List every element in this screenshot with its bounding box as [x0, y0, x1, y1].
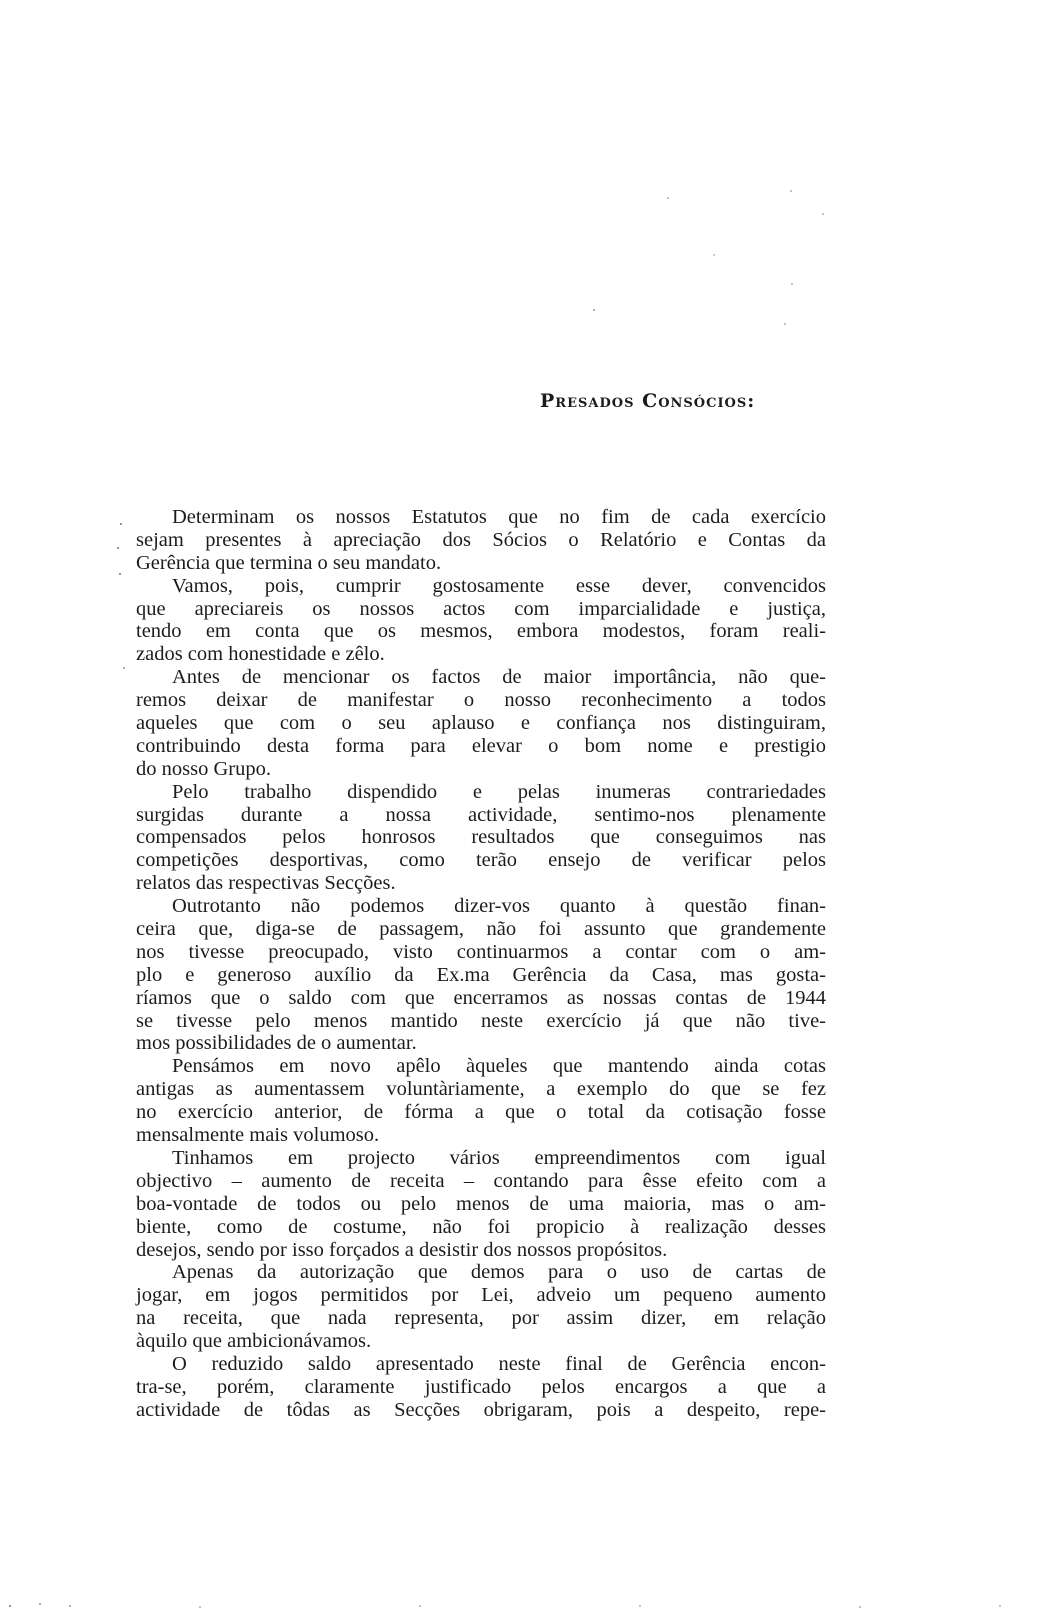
- text-line: no exercício anterior, de fórma a que o total da cotisação fosse: [136, 1101, 826, 1124]
- text-line: actividade de tôdas as Secções obrigaram, pois a despeito, repe-: [136, 1398, 826, 1421]
- text-line: do nosso Grupo.: [136, 757, 271, 780]
- text-line: jogar, em jogos permitidos por Lei, adveio um pequeno aumento: [136, 1284, 826, 1307]
- text-line: remos deixar de manifestar o nosso reconhecimento a todos: [136, 689, 826, 712]
- text-line: surgidas durante a nossa actividade, sentimo-nos plenamente: [136, 803, 826, 826]
- text-line: relatos das respectivas Secções.: [136, 872, 396, 895]
- text-line: que apreciareis os nossos actos com imparcialidade e justiça,: [136, 597, 826, 620]
- text-line: aqueles que com o seu aplauso e confiança nos distinguiram,: [136, 712, 826, 735]
- text-line: tra-se, porém, claramente justificado pelos encargos a que a: [136, 1375, 826, 1398]
- text-line: desejos, sendo por isso forçados a desistir dos nossos propósitos.: [136, 1238, 668, 1261]
- text-line: boa-vontade de todos ou pelo menos de uma maioria, mas o am-: [136, 1192, 826, 1215]
- text-line: Antes de mencionar os factos de maior importância, não que-: [172, 666, 826, 689]
- text-line: mos possibilidades de o aumentar.: [136, 1032, 417, 1055]
- text-line: se tivesse pelo menos mantido neste exercício já que não tive-: [136, 1009, 826, 1032]
- text-line: objectivo – aumento de receita – contando para êsse efeito com a: [136, 1169, 826, 1192]
- text-line: na receita, que nada representa, por assim dizer, em relação: [136, 1307, 826, 1330]
- text-line: O reduzido saldo apresentado neste final de Gerência encon-: [172, 1352, 826, 1375]
- text-line: Pensámos em novo apêlo àqueles que mantendo ainda cotas: [172, 1055, 826, 1078]
- text-line: Outrotanto não podemos dizer-vos quanto à questão finan-: [172, 895, 826, 918]
- text-line: nos tivesse preocupado, visto continuarmos a contar com o am-: [136, 940, 826, 963]
- text-line: ceira que, diga-se de passagem, não foi assunto que grandemente: [136, 918, 826, 941]
- salutation-heading: Presados Consócios:: [540, 390, 756, 412]
- text-line: contribuindo desta forma para elevar o bom nome e prestigio: [136, 734, 826, 757]
- text-line: Pelo trabalho dispendido e pelas inumeras contrariedades: [172, 780, 826, 803]
- text-line: Gerência que termina o seu mandato.: [136, 551, 442, 574]
- text-line: Apenas da autorização que demos para o uso de cartas de: [172, 1261, 826, 1284]
- text-line: àquilo que ambicionávamos.: [136, 1330, 372, 1353]
- text-line: Vamos, pois, cumprir gostosamente esse dever, convencidos: [172, 574, 826, 597]
- report-body: [136, 506, 826, 1422]
- text-line: tendo em conta que os mesmos, embora modestos, foram reali-: [136, 620, 826, 643]
- text-line: competições desportivas, como terão ensejo de verificar pelos: [136, 849, 826, 872]
- text-line: Determinam os nossos Estatutos que no fim de cada exercício: [172, 506, 826, 528]
- text-line: antigas as aumentassem voluntàriamente, a exemplo do que se fez: [136, 1078, 826, 1101]
- text-line: sejam presentes à apreciação dos Sócios o Relatório e Contas da: [136, 528, 826, 551]
- text-line: biente, como de costume, não foi propicio à realização desses: [136, 1215, 826, 1238]
- text-line: ríamos que o saldo com que encerramos as nossas contas de 1944: [136, 986, 826, 1009]
- text-line: compensados pelos honrosos resultados que conseguimos nas: [136, 826, 826, 849]
- text-line: Tinhamos em projecto vários empreendimentos com igual: [172, 1146, 826, 1169]
- text-line: mensalmente mais volumoso.: [136, 1124, 380, 1147]
- text-line: plo e generoso auxílio da Ex.ma Gerência da Casa, mas gosta-: [136, 963, 826, 986]
- text-line: zados com honestidade e zêlo.: [136, 643, 385, 666]
